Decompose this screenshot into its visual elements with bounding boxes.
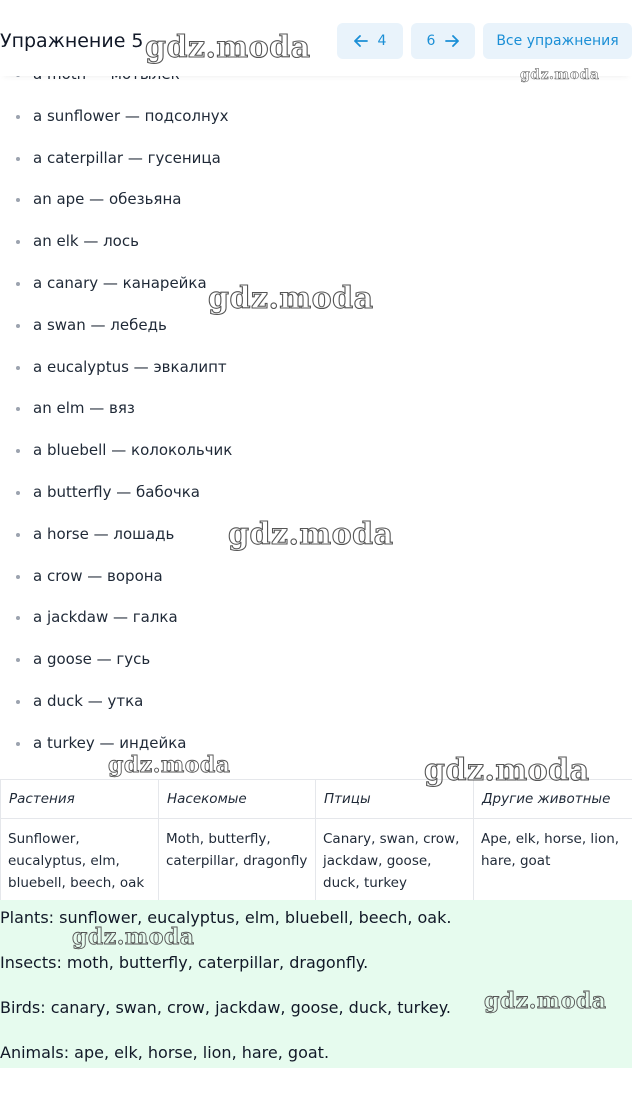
table-cell: Ape, elk, horse, lion, hare, goat bbox=[474, 819, 632, 901]
table-cell: Canary, swan, crow, jackdaw, goose, duck, turkey bbox=[316, 819, 474, 901]
all-exercises-button[interactable] bbox=[483, 23, 632, 59]
list-item: a sunflower — подсолнух bbox=[0, 96, 632, 138]
list-item: a caterpillar — гусеница bbox=[0, 138, 632, 180]
table-cell: Sunflower, eucalyptus, elm, bluebell, beech, oak bbox=[1, 819, 159, 901]
table-header-cell: Другие животные bbox=[474, 780, 632, 819]
word-list bbox=[0, 54, 632, 765]
list-item: a bluebell — колокольчик bbox=[0, 430, 632, 472]
watermark: gdz.moda bbox=[228, 517, 394, 552]
table-header-cell: Насекомые bbox=[159, 780, 316, 819]
watermark: gdz.moda bbox=[208, 281, 374, 316]
list-item: a canary — канарейка bbox=[0, 263, 632, 305]
list-item: an ape — обезьяна bbox=[0, 179, 632, 221]
next-exercise-button[interactable] bbox=[411, 23, 475, 59]
answer-block bbox=[0, 900, 632, 1068]
arrow-right-icon bbox=[445, 35, 459, 47]
prev-exercise-label: 4 bbox=[377, 33, 387, 49]
next-exercise-label: 6 bbox=[426, 33, 436, 49]
list-item: a crow — ворона bbox=[0, 556, 632, 598]
page-title: Упражнение 5 bbox=[0, 30, 144, 52]
category-table bbox=[0, 779, 632, 901]
watermark: gdz.moda bbox=[424, 753, 590, 788]
table-row bbox=[1, 819, 632, 901]
list-item: a goose — гусь bbox=[0, 639, 632, 681]
list-item: a horse — лошадь bbox=[0, 514, 632, 556]
list-item: a duck — утка bbox=[0, 681, 632, 723]
prev-exercise-button[interactable] bbox=[337, 23, 403, 59]
answer-animals: Animals: ape, elk, horse, lion, hare, goat. bbox=[0, 1043, 330, 1062]
list-item: a jackdaw — галка bbox=[0, 597, 632, 639]
list-item: a butterfly — бабочка bbox=[0, 472, 632, 514]
table-header-cell: Растения bbox=[1, 780, 159, 819]
answer-plants: Plants: sunflower, eucalyptus, elm, bluebell, beech, oak. bbox=[0, 908, 452, 927]
list-item: a turkey — индейка bbox=[0, 723, 632, 765]
answer-insects: Insects: moth, butterfly, caterpillar, dragonfly. bbox=[0, 953, 369, 972]
answer-birds: Birds: canary, swan, crow, jackdaw, goose, duck, turkey. bbox=[0, 998, 452, 1017]
table-cell: Moth, butterfly, caterpillar, dragonfly bbox=[159, 819, 316, 901]
table-header-cell: Птицы bbox=[316, 780, 474, 819]
list-item: an elk — лось bbox=[0, 221, 632, 263]
list-item: an elm — вяз bbox=[0, 388, 632, 430]
exercise-header bbox=[0, 0, 632, 76]
table-header-row bbox=[1, 780, 632, 819]
list-item: a eucalyptus — эвкалипт bbox=[0, 347, 632, 389]
list-item: a swan — лебедь bbox=[0, 305, 632, 347]
watermark: gdz.moda bbox=[108, 752, 231, 778]
all-exercises-label: Все упражнения bbox=[496, 33, 619, 49]
arrow-left-icon bbox=[354, 35, 368, 47]
